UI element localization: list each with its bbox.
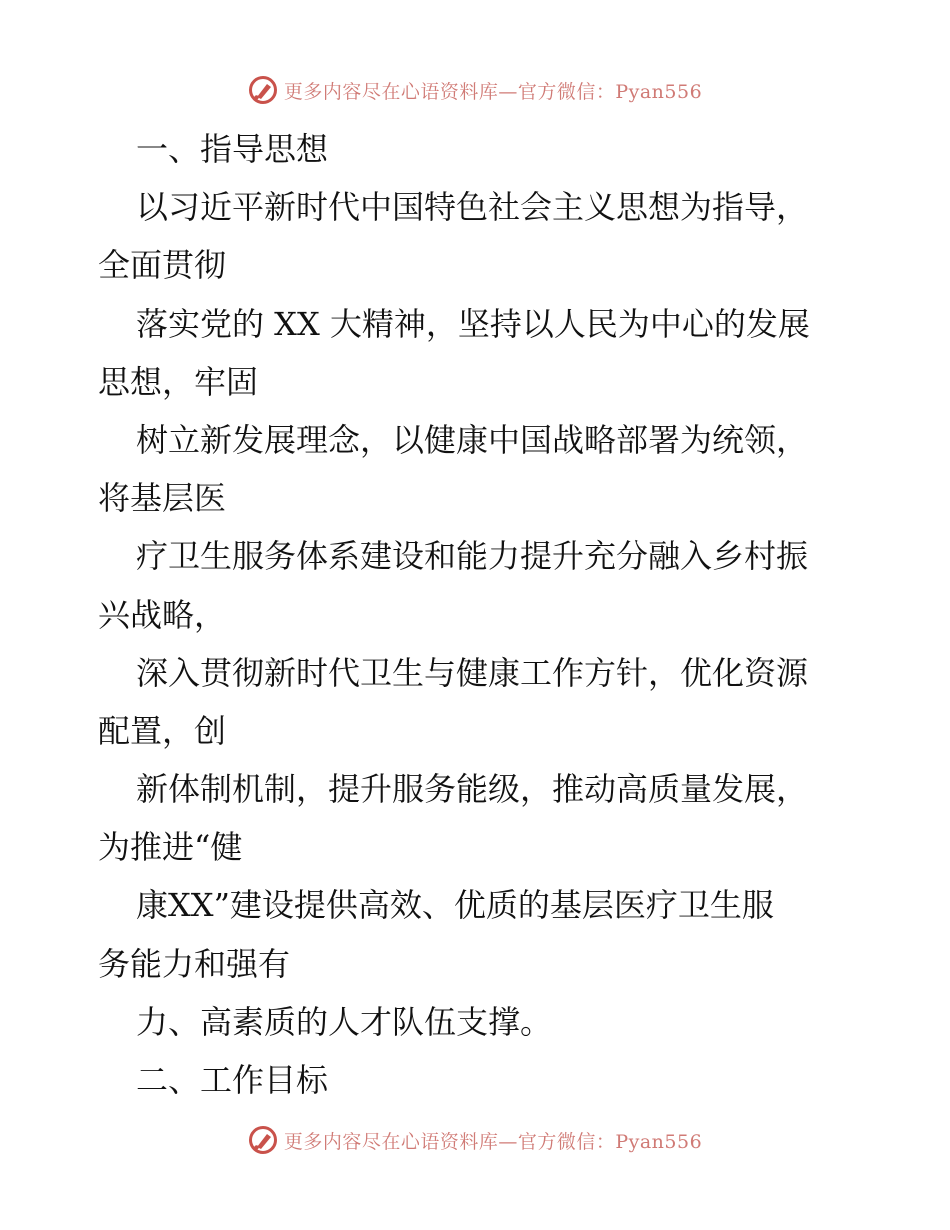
paragraph-line: 树立新发展理念，以健康中国战略部署为统领， [136, 420, 809, 459]
header-watermark [0, 70, 950, 110]
paragraph-line: 务能力和强有 [98, 944, 291, 983]
paragraph-line: 以习近平新时代中国特色社会主义思想为指导， [136, 188, 809, 227]
paragraph-line: 深入贯彻新时代卫生与健康工作方针，优化资源 [136, 653, 809, 692]
paragraph-line: 一、指导思想 [136, 130, 329, 168]
paragraph-line: 康XX”建设提供高效、优质的基层医疗卫生服 [136, 886, 774, 925]
paragraph-line: 疗卫生服务体系建设和能力提升充分融入乡村振 [136, 537, 809, 576]
watermark-text: 更多内容尽在心语资料库—官方微信：Pyan556 [283, 80, 703, 103]
paragraph-line: 配置，创 [98, 711, 227, 750]
paragraph-line: 思想，牢固 [98, 362, 259, 401]
footer-watermark [0, 1120, 950, 1160]
watermark-group [248, 1125, 702, 1155]
paragraph-line: 为推进“健 [98, 828, 243, 867]
paragraph-line: 力、高素质的人才队伍支撑。 [136, 1002, 553, 1041]
paragraph-line: 兴战略， [98, 595, 227, 634]
watermark-text: 更多内容尽在心语资料库—官方微信：Pyan556 [283, 1130, 703, 1153]
paragraph-line: 将基层医 [98, 479, 227, 518]
paragraph-line: 落实党的 XX 大精神，坚持以人民为中心的发展 [136, 304, 810, 343]
pen-nib-logo-icon [248, 75, 278, 105]
paragraph-line: 全面贯彻 [98, 246, 227, 285]
paragraph-line: 新体制机制，提升服务能级，推动高质量发展， [136, 770, 809, 809]
pen-nib-logo-icon [248, 1125, 278, 1155]
paragraph-line: 二、工作目标 [136, 1061, 329, 1099]
watermark-group [248, 75, 702, 105]
document-body [98, 120, 858, 1109]
